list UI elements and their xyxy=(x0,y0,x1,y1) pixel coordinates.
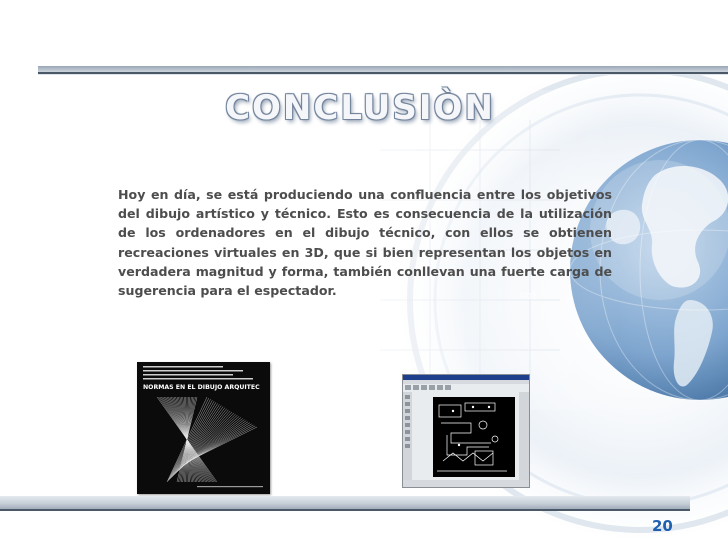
cad-window-icon xyxy=(403,375,529,487)
slide-title: CONCLUSIÒN xyxy=(225,88,495,128)
cover-heading-text: NORMAS EN EL DIBUJO ARQUITEC xyxy=(143,384,260,391)
cad-software-screenshot xyxy=(402,374,530,488)
bottom-decorative-bar xyxy=(0,496,690,510)
top-divider-line xyxy=(38,72,728,74)
string-art-drawing xyxy=(137,362,270,494)
string-art-cover-image xyxy=(137,362,270,494)
bottom-divider-line xyxy=(0,509,690,511)
background-overlay-code: 003 xyxy=(520,292,538,302)
slide-body-text: Hoy en día, se está produciendo una confluencia entre los objetivos del dibujo artístico y técnico. Esto es consecuencia de la utilización de los ordenadores en el dibujo técnico, con ellos se obtienen recreaciones virtuales en 3D, que si bien representan los objetos en verdadera magnitud y forma, también conllevan una fuerte carga de sugerencia para el espectador. xyxy=(118,187,612,299)
page-number: 20 xyxy=(652,517,673,535)
